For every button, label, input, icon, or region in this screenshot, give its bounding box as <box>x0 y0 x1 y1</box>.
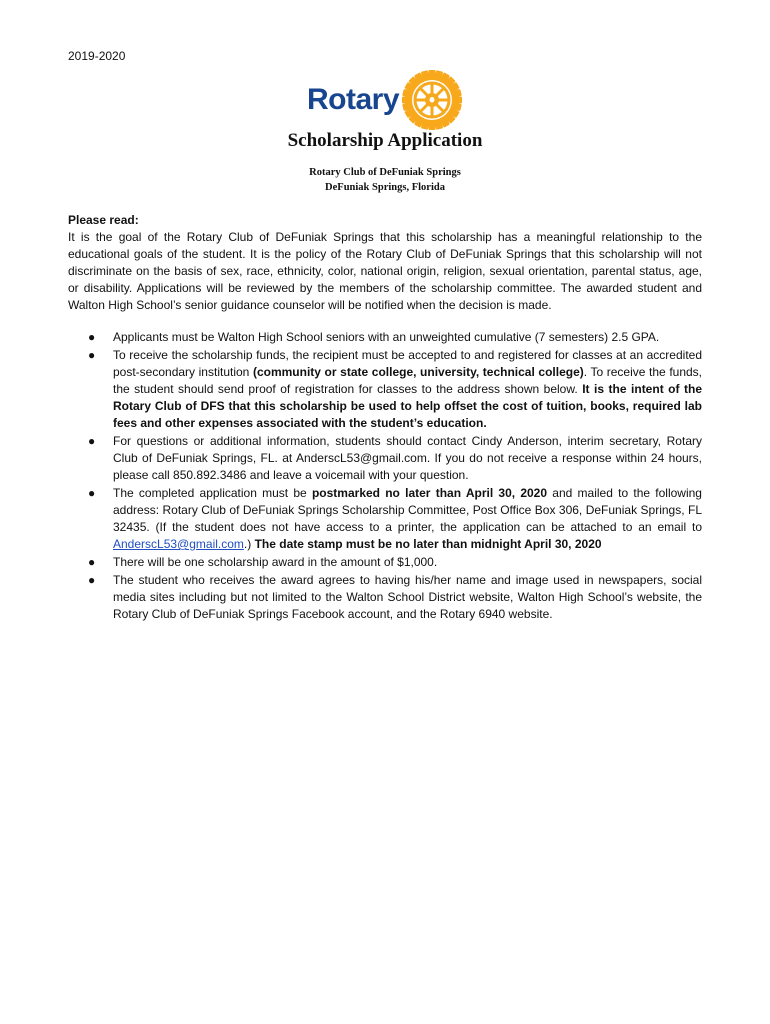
bullet-icon: ● <box>88 573 96 587</box>
bullet-icon: ● <box>88 555 96 569</box>
requirements-list <box>68 329 702 623</box>
list-item: ● There will be one scholarship award in the amount of $1,000. <box>88 555 438 569</box>
please-read-heading: Please read: <box>68 213 139 227</box>
club-name: Rotary Club of DeFuniak Springs <box>309 167 461 178</box>
bullet-icon: ● <box>88 348 96 362</box>
club-location: DeFuniak Springs, Florida <box>325 182 445 193</box>
list-item: ● The student who receives the award agrees to having his/her name and image used in newspapers, social media sites including but not limited to the Walton School District website, Walton High School’s website, the Rotary Club of DeFuniak Springs Facebook account, and the Rotary 6940 website. <box>88 573 702 621</box>
list-item: ● The completed application must be postmarked no later than April 30, 2020 and mailed to the following address: Rotary Club of DeFuniak Springs Scholarship Committee, Post Office Box 306, DeFuniak Springs, FL 32435. (If the student does not have access to a printer, the application can be attached to an email to AnderscL53@gmail.com.) The date stamp must be no later than midnight April 30, 2020 <box>88 486 702 551</box>
document-year: 2019-2020 <box>68 49 126 63</box>
document-body <box>68 212 702 624</box>
rotary-wheel-icon <box>401 69 463 131</box>
bullet-icon: ● <box>88 330 96 344</box>
bullet-icon: ● <box>88 434 96 448</box>
email-link[interactable]: AnderscL53@gmail.com <box>113 537 244 551</box>
list-item: ● For questions or additional information, students should contact Cindy Anderson, interim secretary, Rotary Club of DeFuniak Springs, FL. at AnderscL53@gmail.com. If you do not receive a response within 24 hours, please call 850.892.3486 and leave a voicemail with your question. <box>88 434 702 482</box>
list-item: ● To receive the scholarship funds, the recipient must be accepted to and registered for classes at an accredited post-secondary institution (community or state college, university, technical college). To receive the funds, the student should send proof of registration for classes to the address shown below. It is the intent of the Rotary Club of DFS that this scholarship be used to help offset the cost of tuition, books, required lab fees and other expenses associated with the student’s education. <box>88 348 703 430</box>
rotary-logo <box>307 69 463 131</box>
rotary-wordmark: Rotary <box>307 83 400 116</box>
bullet-icon: ● <box>88 486 96 500</box>
page-title: Scholarship Application <box>287 130 483 151</box>
intro-paragraph: It is the goal of the Rotary Club of DeFuniak Springs that this scholarship has a meaningful relationship to the educational goals of the student. It is the policy of the Rotary Club of DeFuniak Springs that this scholarship will not discriminate on the basis of sex, race, ethnicity, color, national origin, religion, sexual orientation, parental status, age, or disability. Applications will be reviewed by the members of the scholarship committee. The awarded student and Walton High School’s senior guidance counselor will be notified when the decision is made. <box>68 230 702 312</box>
list-item: ● Applicants must be Walton High School seniors with an unweighted cumulative (7 semesters) 2.5 GPA. <box>88 330 660 344</box>
